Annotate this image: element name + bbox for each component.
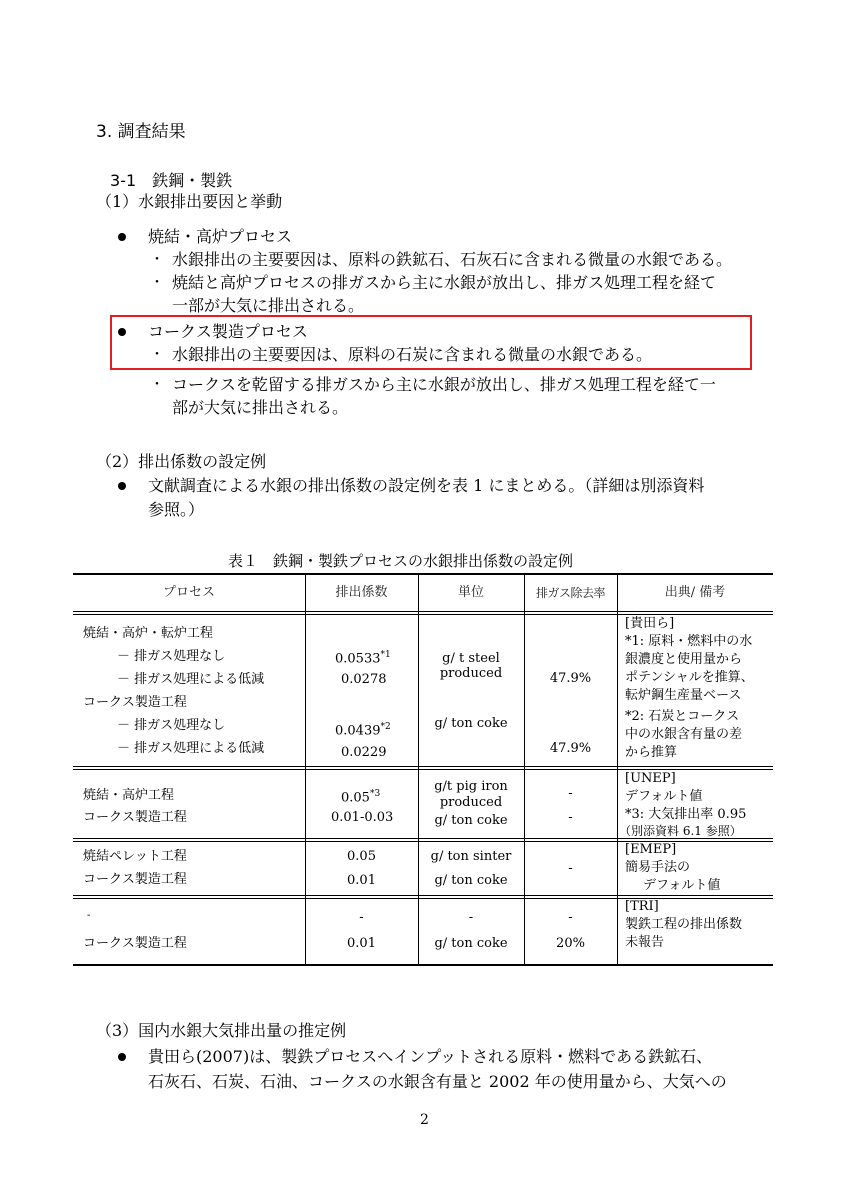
- table-rule: [418, 573, 419, 966]
- table-cell-note: デフォルト値: [643, 878, 721, 893]
- table-rule: [73, 964, 773, 966]
- table-cell-unit: g/ ton sinter: [430, 849, 512, 864]
- table-rule: [73, 611, 773, 612]
- table-cell-coefficient: -: [359, 910, 364, 925]
- table-cell-process: － 排ガス処理なし: [117, 718, 226, 733]
- table-cell-removal-rate: 47.9%: [549, 671, 592, 686]
- table-cell-process: － 排ガス処理による低減: [117, 741, 265, 756]
- table-cell-coefficient: 0.0229: [341, 745, 387, 760]
- table-cell-coefficient: 0.01-0.03: [331, 810, 394, 825]
- table-cell-note: [貴田ら]: [625, 616, 675, 631]
- part3-title: （3）国内水銀大気排出量の推定例: [96, 1021, 347, 1040]
- table-cell-unit: -: [468, 910, 474, 925]
- table-cell-process: コークス製造工程: [83, 936, 187, 951]
- table-rule: [73, 898, 773, 899]
- table-cell-coefficient: [335, 646, 391, 668]
- table-cell-note: [UNEP]: [625, 771, 676, 786]
- table-cell-note: 転炉鋼生産量ベース: [625, 688, 742, 703]
- table-cell-removal-rate: -: [568, 861, 573, 876]
- bullet-icon: [118, 233, 126, 241]
- sintering-point-1: 水銀排出の主要要因は、原料の鉄鉱石、石灰石に含まれる微量の水銀である。: [172, 250, 733, 269]
- part1-title: （1）水銀排出要因と挙動: [96, 192, 283, 211]
- table-cell-removal-rate: -: [568, 910, 573, 925]
- process-label-sintering: 焼結・高炉プロセス: [148, 227, 293, 246]
- table-rule: [617, 573, 618, 966]
- table-cell-process: コークス製造工程: [83, 872, 187, 887]
- column-header-unit: 単位: [457, 585, 484, 600]
- part2-bullet-line2: 参照。）: [148, 500, 205, 519]
- coefficient-value: 0.0533: [335, 651, 381, 667]
- bullet-icon: [118, 482, 126, 490]
- part3-bullet-line2: 石灰石、石炭、石油、コークスの水銀含有量と 2002 年の使用量から、大気への: [148, 1072, 727, 1091]
- table-cell-process: コークス製造工程: [83, 695, 187, 710]
- column-header-source-notes: 出典/ 備考: [664, 585, 726, 600]
- subsection-heading: 3-1 鉄鋼・製鉄: [110, 171, 233, 190]
- table-cell-removal-rate: -: [568, 786, 573, 801]
- column-header-process: プロセス: [162, 585, 215, 600]
- coke-point-2-line2: 部が大気に排出される。: [172, 398, 349, 417]
- table-cell-note: *2: 石炭とコークス: [625, 709, 740, 724]
- footnote-marker: *2: [380, 722, 391, 732]
- bullet-icon: [118, 328, 126, 336]
- table-cell-removal-rate: 20%: [556, 936, 585, 951]
- footnote-marker: *1: [380, 650, 391, 660]
- table-cell-note: 製鉄工程の排出係数: [625, 917, 743, 932]
- table-cell-process: － 排ガス処理なし: [117, 649, 226, 664]
- coefficient-value: 0.0439: [335, 723, 381, 739]
- table-cell-process: 焼結ペレット工程: [83, 849, 187, 864]
- part2-bullet-line1: 文献調査による水銀の排出係数の設定例を表 1 にまとめる。（詳細は別添資料: [148, 476, 705, 495]
- part2-title: （2）排出係数の設定例: [96, 452, 267, 471]
- footnote-marker: *3: [369, 789, 381, 799]
- page-number: 2: [420, 1112, 429, 1128]
- column-header-removal-rate: 排ガス除去率: [535, 586, 605, 600]
- table-cell-unit: g/ ton coke: [434, 813, 508, 828]
- table-rule: [73, 766, 773, 767]
- table-cell-note: から推算: [625, 745, 678, 760]
- column-header-coefficient: 排出係数: [335, 585, 388, 600]
- table-cell-note: 未報告: [625, 935, 665, 950]
- table-cell-note: 簡易手法の: [625, 860, 691, 875]
- table-caption: 表１ 鉄鋼・製鉄プロセスの水銀排出係数の設定例: [228, 552, 574, 570]
- table-cell-process: － 排ガス処理による低減: [117, 672, 265, 687]
- coke-point-1: 水銀排出の主要要因は、原料の石炭に含まれる微量の水銀である。: [172, 345, 653, 364]
- table-cell-process: コークス製造工程: [83, 810, 187, 825]
- table-cell-process: -: [87, 910, 91, 921]
- table-cell-unit: g/ t steel: [442, 651, 500, 666]
- table-cell-removal-rate: -: [568, 810, 573, 825]
- middle-dot-icon: ・: [150, 377, 164, 393]
- table-cell-note: *3: 大気排出率 0.95: [625, 807, 747, 822]
- middle-dot-icon: ・: [150, 252, 164, 268]
- table-rule: [73, 895, 773, 896]
- coefficient-value: 0.05: [341, 790, 370, 806]
- table-cell-note: （別添資料 6.1 参照）: [619, 824, 742, 838]
- bullet-icon: [118, 1053, 126, 1061]
- table-cell-unit: produced: [439, 666, 503, 681]
- table-cell-note: デフォルト値: [625, 789, 703, 804]
- table-cell-coefficient: 0.01: [347, 873, 376, 888]
- table-cell-unit: g/ ton coke: [434, 873, 508, 888]
- sintering-point-2-line1: 焼結と高炉プロセスの排ガスから主に水銀が放出し、排ガス処理工程を経て: [172, 273, 717, 292]
- table-rule: [305, 573, 306, 966]
- table-cell-unit: g/ ton coke: [434, 716, 508, 731]
- table-cell-note: ポテンシャルを推算、: [625, 670, 754, 685]
- table-cell-process: 焼結・高炉・転炉工程: [83, 626, 214, 641]
- emission-factor-table: [73, 573, 773, 966]
- table-cell-coefficient: [335, 718, 391, 740]
- section-heading: 3. 調査結果: [96, 122, 186, 142]
- table-cell-note: [EMEP]: [625, 842, 677, 857]
- table-cell-note: 中の水銀含有量の差: [625, 727, 743, 742]
- middle-dot-icon: ・: [150, 347, 164, 363]
- table-cell-coefficient: [341, 785, 380, 807]
- table-cell-unit: g/t pig iron: [434, 779, 508, 794]
- table-cell-note: [TRI]: [625, 899, 659, 914]
- table-cell-note: 銀濃度と使用量から: [625, 652, 743, 667]
- table-cell-coefficient: 0.05: [347, 849, 376, 864]
- table-cell-removal-rate: 47.9%: [549, 741, 592, 756]
- process-label-coke: コークス製造プロセス: [148, 322, 308, 341]
- table-rule: [524, 573, 525, 966]
- sintering-point-2-line2: 一部が大気に排出される。: [172, 296, 365, 315]
- table-rule: [73, 573, 773, 575]
- middle-dot-icon: ・: [150, 275, 164, 291]
- part3-bullet-line1: 貴田ら(2007)は、製鉄プロセスへインプットされる原料・燃料である鉄鉱石、: [148, 1047, 713, 1066]
- coke-point-2-line1: コークスを乾留する排ガスから主に水銀が放出し、排ガス処理工程を経て一: [172, 375, 716, 394]
- table-cell-unit: g/ ton coke: [434, 936, 508, 951]
- table-cell-coefficient: 0.0278: [341, 672, 387, 687]
- table-cell-unit: produced: [439, 795, 503, 810]
- table-cell-process: 焼結・高炉工程: [83, 788, 175, 803]
- table-cell-note: *1: 原料・燃料中の水: [625, 634, 753, 649]
- table-cell-coefficient: 0.01: [347, 936, 376, 951]
